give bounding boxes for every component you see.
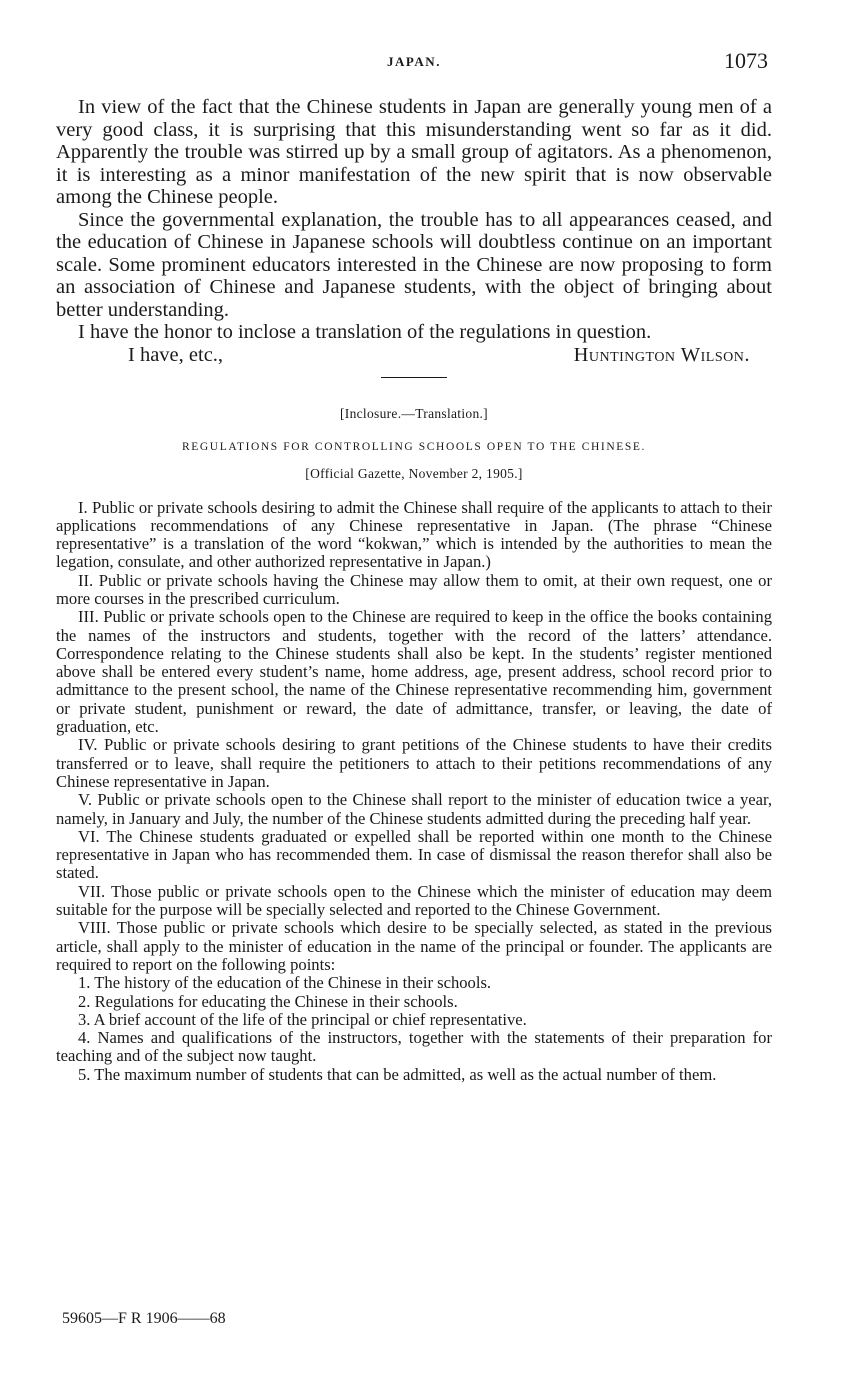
regulation-article: VII. Those public or private schools open to the Chinese which the minister of education may deem suitable for the purpose will be specially selected and reported to the Chinese Government.: [56, 881, 772, 920]
footer-signature-mark: 59605—F R 1906——68: [62, 1310, 226, 1327]
regulation-article: IV. Public or private schools desiring to grant petitions of the Chinese students to have their credits transferred or to leave, shall require the petitioners to attach to their petitions recommendations of any Chinese representative in Japan.: [56, 735, 772, 791]
page-body: [56, 96, 772, 1084]
regulation-article: I. Public or private schools desiring to admit the Chinese shall require of the applicants to attach to their applications recommendations of any Chinese representative in Japan. (The phrase “Chinese representative” is a translation of the word “kokwan,” which is intended by the authorities to mean the legation, consulate, and other authorized representative in Japan.): [56, 497, 772, 572]
regulation-article: VIII. Those public or private schools which desire to be specially selected, as stated in the previous article, shall apply to the minister of education in the name of the principal or founder. The applicants are required to report on the following points:: [56, 918, 772, 974]
letter-paragraph: In view of the fact that the Chinese students in Japan are generally young men of a very good class, it is surprising that this misunderstanding went so far as it did. Apparently the trouble was stirred up by a small group of agitators. As a phenomenon, it is interesting as a minor manifestation of the new spirit that is now observable among the Chinese people.: [56, 96, 772, 208]
gazette-citation: [Official Gazette, November 2, 1905.]: [305, 465, 523, 481]
regulation-point: 4. Names and qualifications of the instructors, together with the statements of their preparation for teaching and of the subject now taught.: [56, 1028, 772, 1066]
regulation-article: II. Public or private schools having the Chinese may allow them to omit, at their own request, one or more courses in the prescribed curriculum.: [56, 570, 772, 608]
letter-paragraph: Since the governmental explanation, the trouble has to all appearances ceased, and the education of Chinese in Japanese schools will doubtless continue on an important scale. Some prominent educators interested in the Chinese are now proposing to form an association of Chinese and Japanese students, with the object of bringing about better understanding.: [56, 208, 772, 321]
regulation-article: V. Public or private schools open to the Chinese shall report to the minister of education twice a year, namely, in January and July, the number of the Chinese students admitted during the preceding half year.: [56, 790, 772, 828]
page-header: [56, 48, 772, 72]
regulation-point: 2. Regulations for educating the Chinese in their schools.: [78, 991, 458, 1011]
regulation-point: 5. The maximum number of students that can be admitted, as well as the actual number of them.: [78, 1064, 717, 1084]
running-head: JAPAN.: [387, 54, 441, 69]
regulation-article: III. Public or private schools open to the Chinese are required to keep in the office the books containing the names of the instructors and students, together with the record of the latters’ attendance. Correspondence relating to the Chinese students shall also be kept. In the students’ register mentioned above shall be entered every student’s name, home address, age, present address, school record prior to admittance to the present school, the name of the Chinese representative recommending him, government or private student, punishment or reward, the date of admittance, transfer, or leaving, the date of graduation, etc.: [56, 607, 772, 737]
letter-body: [56, 96, 772, 368]
regulations-list: [56, 499, 772, 1085]
regulation-point: 1. The history of the education of the Chinese in their schools.: [78, 973, 492, 993]
letter-paragraph: I have the honor to inclose a translation of the regulations in question.: [78, 321, 652, 343]
regulations-title: REGULATIONS FOR CONTROLLING SCHOOLS OPEN TO THE CHINESE.: [181, 440, 646, 453]
regulation-point: 3. A brief account of the life of the principal or chief representative.: [78, 1009, 527, 1029]
signature: Huntington Wilson.: [573, 343, 750, 366]
inclosure-note: [Inclosure.—Translation.]: [340, 405, 488, 421]
signoff: [56, 344, 772, 368]
section-divider: [381, 377, 447, 378]
regulation-article: VI. The Chinese students graduated or expelled shall be reported within one month to the Chinese representative in Japan who has recommended them. In case of dismissal the reason therefor shall also be stated.: [56, 826, 772, 883]
page-number: 1073: [724, 48, 768, 73]
closing: I have, etc.,: [128, 343, 224, 366]
